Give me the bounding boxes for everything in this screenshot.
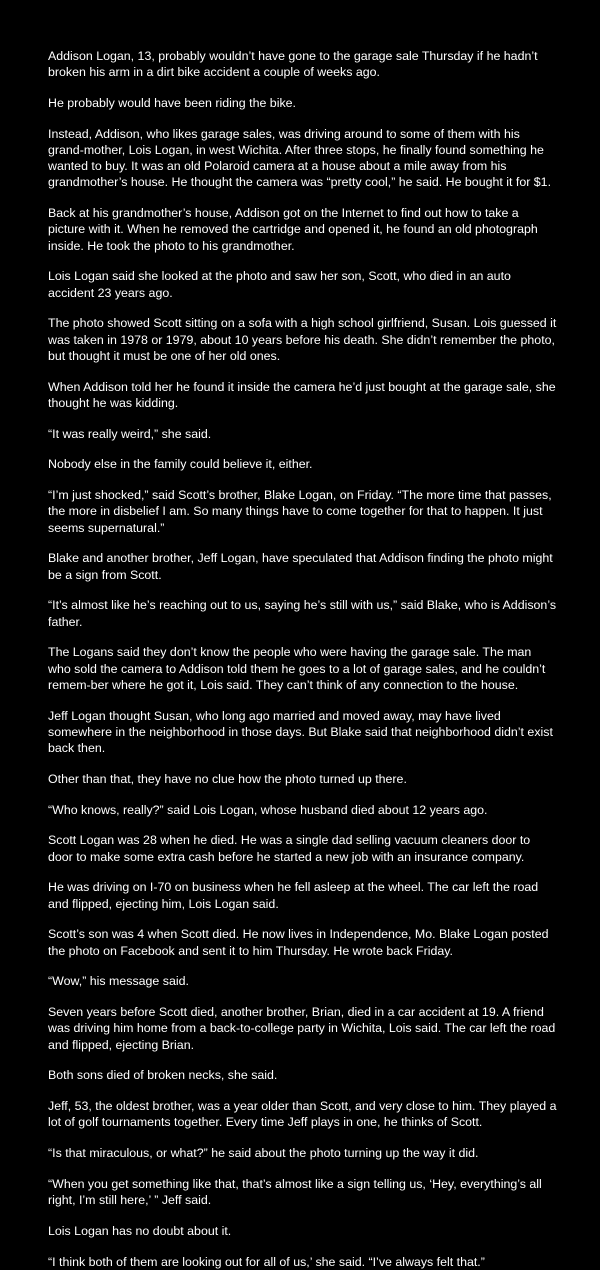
paragraph: Both sons died of broken necks, she said. <box>48 1068 278 1083</box>
paragraph: Jeff Logan thought Susan, who long ago married and moved away, may have lived somewhere in the neighborhood in those days. But Blake said that neighborhood didn’t exist back then. <box>48 708 553 756</box>
paragraph: Other than that, they have no clue how the photo turned up there. <box>48 771 407 786</box>
paragraph: Scott Logan was 28 when he died. He was a single dad selling vacuum cleaners door to door to make some extra cash before he started a new job with an insurance company. <box>48 833 531 864</box>
paragraph: The photo showed Scott sitting on a sofa with a high school girlfriend, Susan. Lois guessed it was taken in 1978 or 1979, about 10 years before his death. She didn’t remember the photo, but thought it must be one of her old ones. <box>48 316 557 363</box>
paragraph: “Is that miraculous, or what?” he said about the photo turning up the way it did. <box>48 1146 479 1161</box>
paragraph: “It’s almost like he’s reaching out to us, saying he’s still with us,” said Blake, who is Addison’s father. <box>48 598 557 629</box>
article-body <box>48 48 557 1270</box>
paragraph: “Who knows, really?” said Lois Logan, whose husband died about 12 years ago. <box>48 802 488 817</box>
paragraph: Lois Logan said she looked at the photo and saw her son, Scott, who died in an auto accident 23 years ago. <box>48 269 511 300</box>
paragraph: “When you get something like that, that’s almost like a sign telling us, ‘Hey, everything’s all right, I’m still here,’ ” Jeff said. <box>48 1177 542 1208</box>
paragraph: Back at his grandmother’s house, Addison got on the Internet to find out how to take a picture with it. When he removed the cartridge and opened it, he found an old photograph inside. He took the photo to his grandmother. <box>48 206 538 253</box>
paragraph: “I’m just shocked,” said Scott’s brother, Blake Logan, on Friday. “The more time that passes, the more in disbelief I am. So many things have to come together for that to happen. It just seems supernatural.” <box>48 488 552 535</box>
paragraph: Scott’s son was 4 when Scott died. He now lives in Independence, Mo. Blake Logan posted the photo on Facebook and sent it to him Thursday. He wrote back Friday. <box>48 927 549 958</box>
paragraph: He was driving on I-70 on business when he fell asleep at the wheel. The car left the road and flipped, ejecting him, Lois Logan said. <box>48 880 539 911</box>
paragraph: The Logans said they don’t know the people who were having the garage sale. The man who sold the camera to Addison told them he goes to a lot of garage sales, and he couldn’t remem-ber where he got it, Lois said. They can’t think of any connection to the house. <box>48 645 546 692</box>
paragraph: Addison Logan, 13, probably wouldn’t have gone to the garage sale Thursday if he hadn’t broken his arm in a dirt bike accident a couple of weeks ago. <box>48 49 538 80</box>
paragraph: “It was really weird,” she said. <box>48 426 212 441</box>
paragraph: Blake and another brother, Jeff Logan, have speculated that Addison finding the photo might be a sign from Scott. <box>48 551 553 582</box>
paragraph: Nobody else in the family could believe it, either. <box>48 457 313 472</box>
paragraph: Seven years before Scott died, another brother, Brian, died in a car accident at 19. A friend was driving him home from a back-to-college party in Wichita, Lois said. The car left the road and flipped, ejecting Brian. <box>48 1005 556 1052</box>
paragraph: Lois Logan has no doubt about it. <box>48 1224 232 1238</box>
paragraph: Jeff, 53, the oldest brother, was a year older than Scott, and very close to him. They played a lot of golf tournaments together. Every time Jeff plays in one, he thinks of Scott. <box>48 1099 557 1130</box>
paragraph: “Wow,” his message said. <box>48 974 189 989</box>
paragraph: When Addison told her he found it inside the camera he’d just bought at the garage sale, she thought he was kidding. <box>48 379 556 410</box>
paragraph: “I think both of them are looking out for all of us,’ she said. “I’ve always felt that.” <box>48 1254 485 1269</box>
paragraph: He probably would have been riding the bike. <box>48 96 296 110</box>
paragraph: Instead, Addison, who likes garage sales, was driving around to some of them with his grand-mother, Lois Logan, in west Wichita. After three stops, he finally found something he wanted to buy. It was an old Polaroid camera at a house about a mile away from his grandmother’s house. He thought the camera was “pretty cool,” he said. He bought it for $1. <box>48 126 552 190</box>
